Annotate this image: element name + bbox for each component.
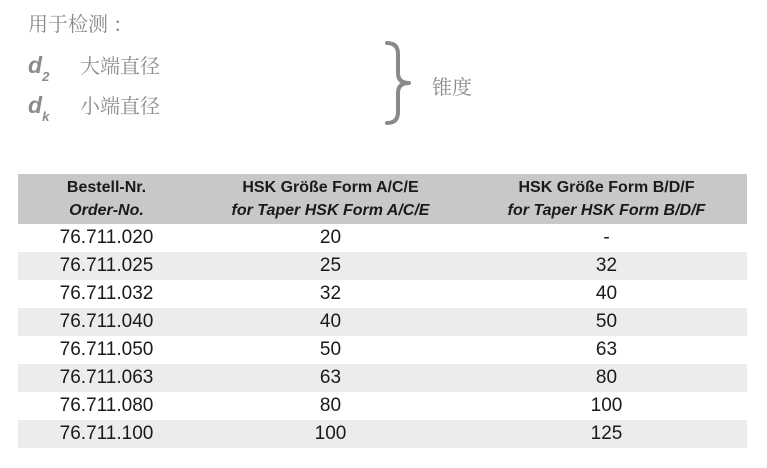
cell-size-ace: 32 bbox=[319, 283, 342, 304]
param-symbol-dk: $d_k$ bbox=[28, 92, 50, 124]
cell-size-ace: 100 bbox=[195, 420, 466, 448]
cell-size-bdf: - bbox=[603, 227, 610, 248]
cell-size-ace: 63 bbox=[195, 364, 466, 392]
param-desc-dk: 小端直径 bbox=[80, 94, 160, 118]
cell-size-ace: 25 bbox=[195, 252, 466, 280]
param-symbol-d2: $d_2$ bbox=[28, 52, 50, 84]
table-row bbox=[18, 364, 747, 392]
header-order-no: Bestell-Nr. Order-No. bbox=[18, 174, 195, 224]
param-row-d2 bbox=[28, 50, 160, 82]
table-row bbox=[18, 420, 747, 448]
cell-order-no: 76.711.100 bbox=[18, 420, 195, 448]
cell-order-no: 76.711.040 bbox=[18, 308, 195, 336]
order-table bbox=[18, 174, 747, 448]
header-size-ace: HSK Größe Form A/C/E for Taper HSK Form A/C/E bbox=[195, 174, 466, 224]
cell-size-ace: 20 bbox=[319, 227, 342, 248]
cell-size-bdf: 40 bbox=[595, 283, 618, 304]
table-row bbox=[18, 280, 747, 308]
cell-order-no: 76.711.020 bbox=[59, 227, 154, 248]
cell-order-no: 76.711.080 bbox=[59, 395, 154, 416]
intro-title: 用于检测 : bbox=[28, 12, 122, 36]
cell-order-no: 76.711.025 bbox=[18, 252, 195, 280]
cell-size-bdf: 125 bbox=[466, 420, 747, 448]
cell-size-bdf: 50 bbox=[466, 308, 747, 336]
table-row bbox=[18, 336, 747, 364]
header-size-bdf: HSK Größe Form B/D/F for Taper HSK Form B/D/F bbox=[466, 174, 747, 224]
param-row-dk bbox=[28, 90, 160, 122]
curly-brace-icon bbox=[383, 40, 413, 126]
cell-size-bdf: 80 bbox=[466, 364, 747, 392]
table-row bbox=[18, 224, 747, 252]
table-header-row bbox=[18, 174, 747, 224]
cell-size-ace: 40 bbox=[195, 308, 466, 336]
cell-order-no: 76.711.063 bbox=[18, 364, 195, 392]
cell-size-bdf: 100 bbox=[590, 395, 623, 416]
table-row bbox=[18, 252, 747, 280]
table-row bbox=[18, 392, 747, 420]
cell-order-no: 76.711.032 bbox=[59, 283, 154, 304]
param-desc-d2: 大端直径 bbox=[80, 54, 160, 78]
brace-label: 锥度 bbox=[432, 75, 472, 99]
cell-size-bdf: 63 bbox=[595, 339, 618, 360]
cell-size-ace: 50 bbox=[319, 339, 342, 360]
cell-size-bdf: 32 bbox=[466, 252, 747, 280]
cell-order-no: 76.711.050 bbox=[59, 339, 154, 360]
cell-size-ace: 80 bbox=[319, 395, 342, 416]
table-row bbox=[18, 308, 747, 336]
